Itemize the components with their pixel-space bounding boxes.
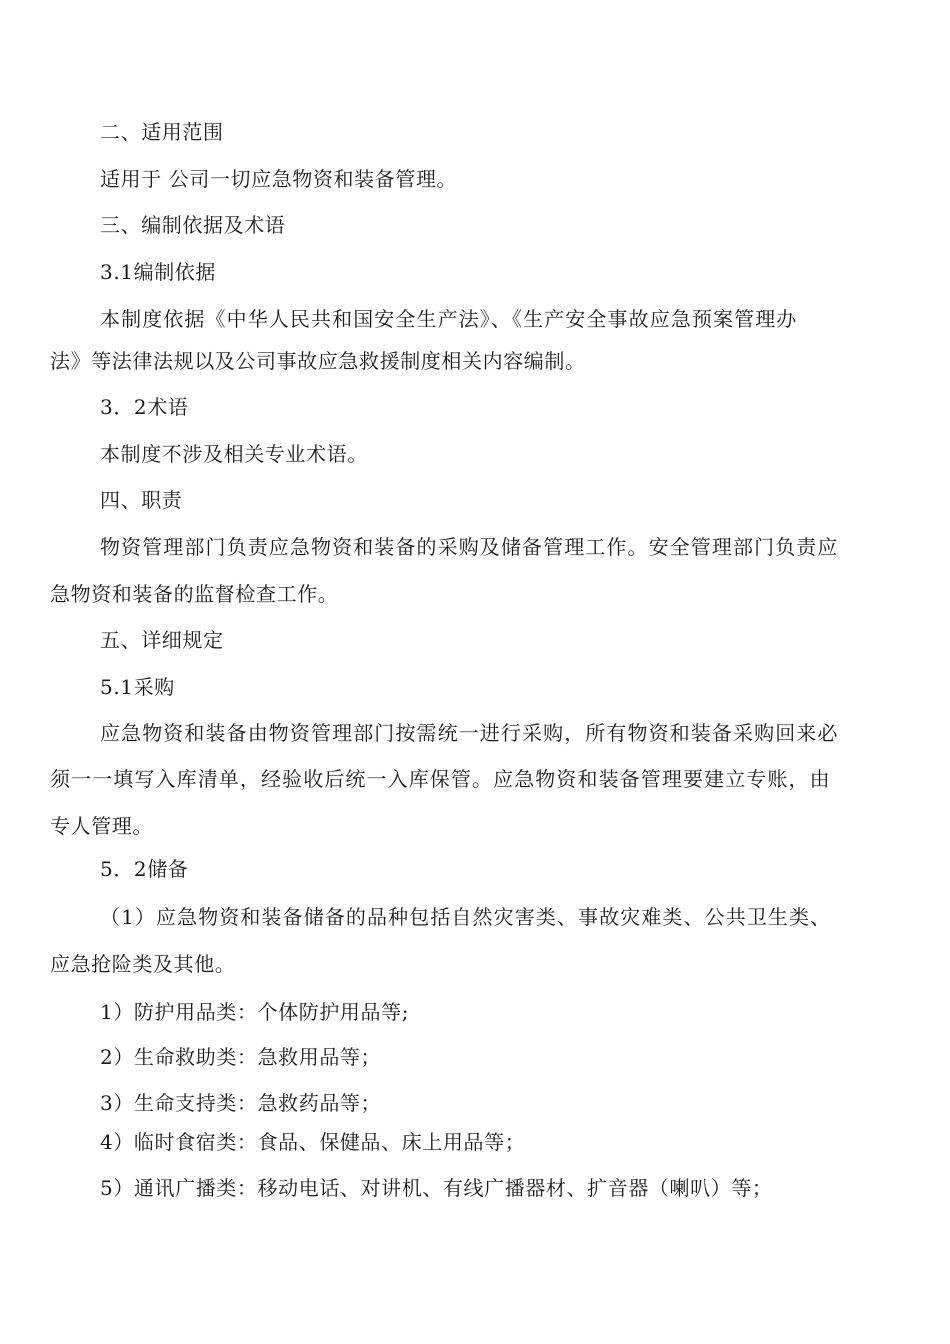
purchase-paragraph-line-1: 应急物资和装备由物资管理部门按需统一进行采购，所有物资和装备采购回来必 xyxy=(100,721,839,745)
section-heading-rules: 五、详细规定 xyxy=(100,628,224,652)
duty-paragraph-line-1: 物资管理部门负责应急物资和装备的采购及储备管理工作。安全管理部门负责应 xyxy=(100,535,839,559)
basis-paragraph-line-1: 本制度依据《中华人民共和国安全生产法》、《生产安全事故应急预案管理办 xyxy=(100,307,798,331)
subheading-purchase: 5.1采购 xyxy=(100,675,175,699)
purchase-paragraph-line-3: 专人管理。 xyxy=(50,814,153,838)
section-heading-basis: 三、编制依据及术语 xyxy=(100,213,286,237)
subheading-terms: 3．2术语 xyxy=(100,395,189,419)
storage-paragraph-line-1: （1）应急物资和装备储备的品种包括自然灾害类、事故灾难类、公共卫生类、 xyxy=(100,905,832,929)
subheading-basis: 3.1编制依据 xyxy=(100,260,217,284)
list-item: 4）临时食宿类：食品、保健品、床上用品等； xyxy=(100,1130,526,1154)
basis-paragraph-line-2: 法》等法律法规以及公司事故应急救援制度相关内容编制。 xyxy=(50,349,586,373)
terms-paragraph: 本制度不涉及相关专业术语。 xyxy=(100,442,368,466)
list-item: 3）生命支持类：急救药品等； xyxy=(100,1091,382,1115)
scope-paragraph: 适用于 公司一切应急物资和装备管理。 xyxy=(100,167,458,191)
section-heading-duty: 四、职责 xyxy=(100,488,183,512)
storage-paragraph-line-2: 应急抢险类及其他。 xyxy=(50,952,236,976)
list-item: 5）通讯广播类：移动电话、对讲机、有线广播器材、扩音器（喇叭）等； xyxy=(100,1176,773,1200)
subheading-storage: 5．2储备 xyxy=(100,857,189,881)
section-heading-scope: 二、适用范围 xyxy=(100,120,224,144)
purchase-paragraph-line-2: 须一一填写入库清单，经验收后统一入库保管。应急物资和装备管理要建立专账，由 xyxy=(50,767,831,791)
duty-paragraph-line-2: 急物资和装备的监督检查工作。 xyxy=(50,582,339,606)
list-item: 2）生命救助类：急救用品等； xyxy=(100,1045,382,1069)
list-item: 1）防护用品类：个体防护用品等; xyxy=(100,1000,410,1024)
